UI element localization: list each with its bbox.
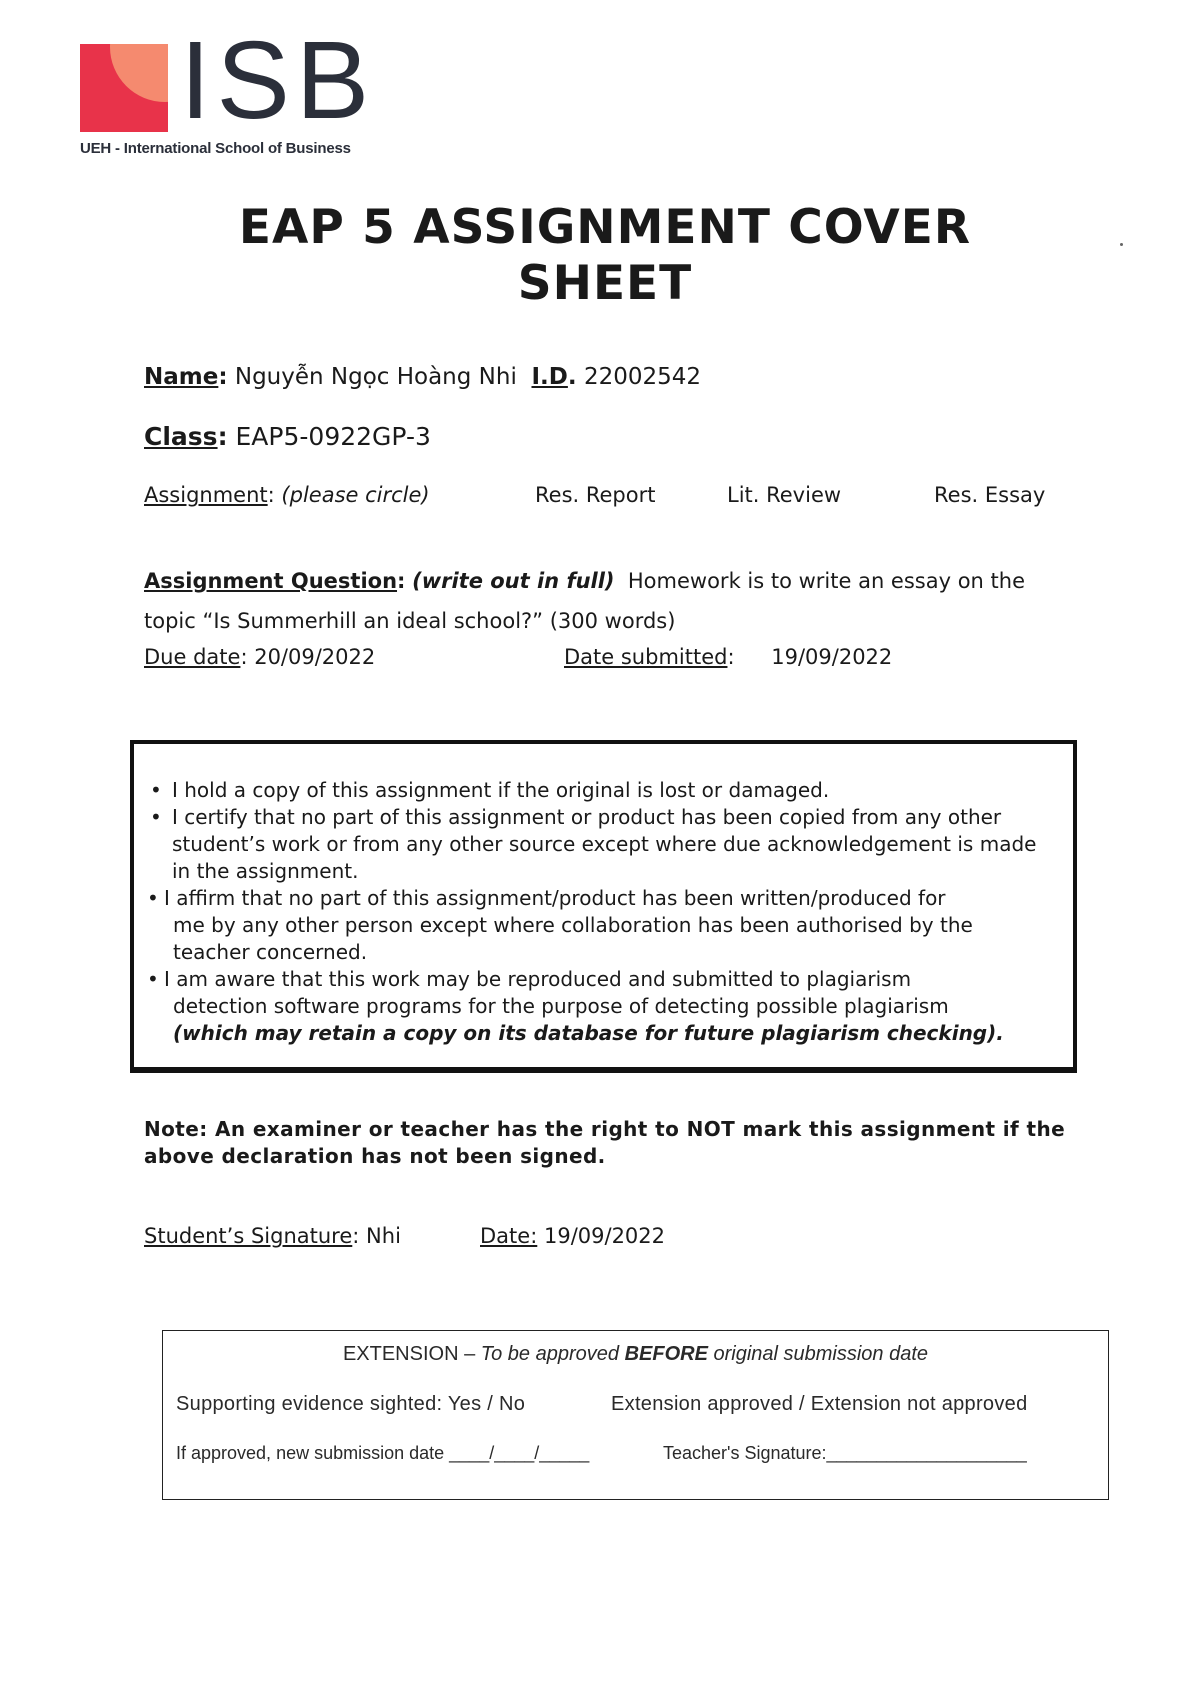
due-date-label: Due date (144, 645, 241, 669)
extension-box (162, 1330, 1109, 1500)
signature-row: Student’s Signature: Nhi Date: 19/09/2022 (144, 1224, 666, 1248)
isb-logo (80, 19, 380, 165)
declaration-item-1: • I hold a copy of this assignment if the original is lost or damaged. (148, 777, 1053, 804)
id-label: I.D (531, 364, 568, 390)
declaration-item-3 (148, 885, 1053, 966)
question-text: Homework is to write an essay on the topic “Is Summerhill an ideal school?” (300 words) (144, 569, 1026, 633)
class-label: Class (144, 422, 218, 451)
date-submitted-value: 19/09/2022 (771, 645, 893, 669)
declaration-item-3-line: I affirm that no part of this assignment/product has been written/produced for (164, 886, 946, 910)
extension-heading-italic-end: original submission date (707, 1343, 929, 1365)
assignment-question: Assignment Question: (write out in full) Homework is to write an essay on the topic “Is Summerhill an ideal school?” (300 words) (144, 569, 1026, 633)
signature-label: Student’s Signature (144, 1224, 353, 1248)
signature-date-label: Date: (480, 1224, 538, 1248)
declaration-item-4-line: I am aware that this work may be reproduced and submitted to plagiarism (164, 967, 912, 991)
name-value: Nguyễn Ngọc Hoàng Nhi (234, 364, 517, 390)
logo-circle-shape (110, 44, 168, 102)
extension-heading-plain: EXTENSION – (342, 1343, 481, 1365)
signature-date-value: 19/09/2022 (543, 1224, 666, 1248)
teacher-signature: Teacher's Signature:____________________ (663, 1443, 1027, 1463)
id-value: 22002542 (583, 364, 702, 390)
extension-date-row (176, 1443, 1027, 1464)
assignment-hint: (please circle) (281, 483, 430, 507)
declaration-item-3-cont: me by any other person except where collaboration has been authorised by the teacher concerned. (173, 913, 973, 964)
question-label: Assignment Question (144, 569, 398, 593)
declaration-item-2: • I certify that no part of this assignment or product has been copied from any other student’s work or from any other source except where due acknowledgement is made in the assignment. (148, 804, 1053, 885)
signature-value: Nhi (366, 1224, 401, 1248)
name-label: Name (144, 364, 219, 390)
assignment-label: Assignment (144, 483, 268, 507)
signature-date-group (480, 1224, 665, 1248)
declaration-box (130, 740, 1077, 1073)
supporting-evidence: Supporting evidence sighted: Yes / No (176, 1393, 526, 1415)
date-submitted-label: Date submitted (564, 645, 728, 669)
title-line-2: SHEET (517, 256, 693, 311)
class-row: Class: EAP5-0922GP-3 (144, 422, 431, 451)
assignment-row: Assignment: (please circle) Res. Report Lit. Review Res. Essay (144, 483, 1046, 507)
name-row: Name: Nguyễn Ngọc Hoàng Nhi I.D. 22002542 (144, 364, 702, 390)
declaration-item-4-emphasis: (which may retain a copy on its database for future plagiarism checking). (173, 1021, 1004, 1045)
option-lit-review[interactable]: Lit. Review (727, 483, 842, 507)
due-date-value: 20/09/2022 (254, 645, 376, 669)
declaration-list (134, 744, 1073, 1047)
note-text: Note: An examiner or teacher has the right to NOT mark this assignment if the above declaration has not been signed. (144, 1117, 1066, 1168)
option-res-report[interactable]: Res. Report (535, 483, 656, 507)
logo-subtitle: UEH - International School of Business (80, 140, 351, 157)
logo-red-square (80, 44, 168, 132)
question-hint: (write out in full) (412, 569, 615, 593)
dates-row: Due date: 20/09/2022 Date submitted: 19/09/2022 (144, 645, 893, 669)
extension-heading-bold: BEFORE (624, 1343, 708, 1365)
title-line-1: EAP 5 ASSIGNMENT COVER (238, 200, 972, 255)
extension-heading-italic: To be approved (480, 1343, 625, 1365)
stray-dot (1120, 243, 1123, 246)
declaration-item-4 (148, 966, 1053, 1047)
new-submission-date: If approved, new submission date ____/____/_____ (176, 1443, 590, 1463)
logo-wordmark: ISB (180, 19, 376, 142)
extension-approval: Extension approved / Extension not approved (611, 1393, 1028, 1415)
class-value: EAP5-0922GP-3 (235, 422, 431, 451)
page-title (180, 200, 1030, 312)
declaration-item-4-cont: detection software programs for the purpose of detecting possible plagiarism (173, 994, 949, 1018)
extension-heading (163, 1343, 1108, 1366)
option-res-essay[interactable]: Res. Essay (934, 483, 1046, 507)
extension-evidence-row (176, 1393, 1028, 1416)
date-submitted-group: Date submitted: 19/09/2022 (564, 645, 893, 669)
